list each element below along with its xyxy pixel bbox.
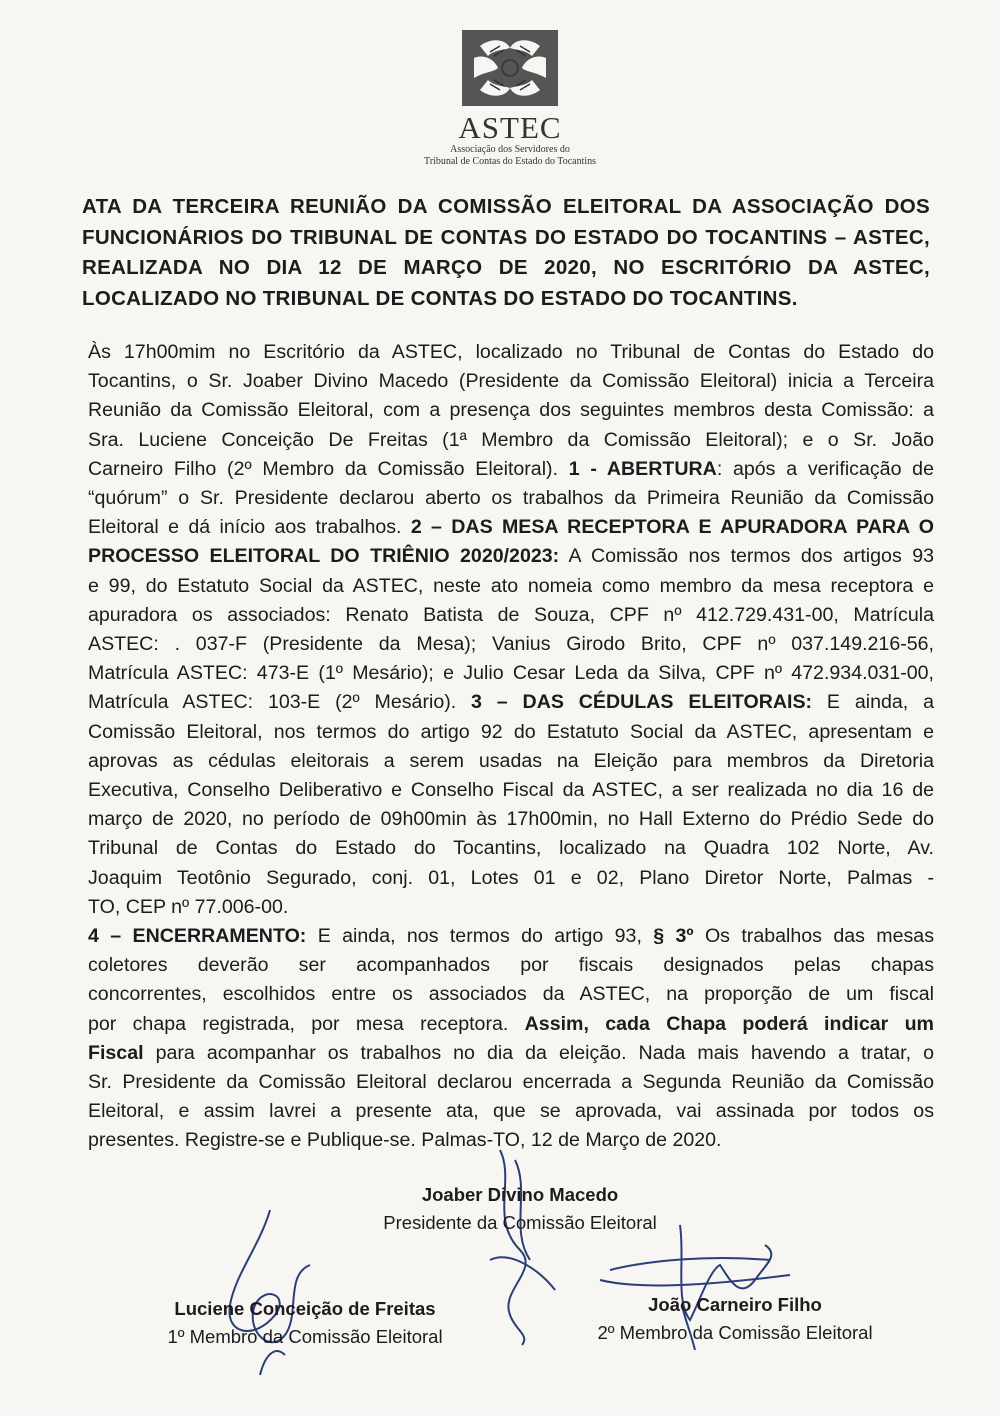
text-segment: por chapa registrada, por mesa receptora. bbox=[88, 1012, 525, 1035]
body-line: apuradora os associados: Renato Batista de Souza, CPF nº 412.729.431-00, Matrícula bbox=[88, 603, 934, 626]
signature-role: 2º Membro da Comissão Eleitoral bbox=[597, 1322, 873, 1343]
logo-name: ASTEC bbox=[458, 110, 562, 145]
body-line: Comissão Eleitoral, nos termos do artigo 92 do Estatuto Social da ASTEC, apresentam e bbox=[88, 720, 934, 743]
bold-segment: PROCESSO ELEITORAL DO TRIÊNIO 2020/2023: bbox=[88, 545, 560, 568]
body-line bbox=[88, 513, 934, 542]
signature-second-member bbox=[560, 1291, 910, 1347]
body-line: Matrícula ASTEC: 473-E (1º Mesário); e Julio Cesar Leda da Silva, CPF nº 472.934.031-00, bbox=[88, 662, 934, 685]
body-line: Executiva, Conselho Deliberativo e Conselho Fiscal da ASTEC, a ser realizada no dia 16 de bbox=[88, 779, 934, 802]
text-segment: A Comissão nos termos dos artigos 93 bbox=[559, 545, 934, 568]
body-line: presentes. Registre-se e Publique-se. Palmas-TO, 12 de Março de 2020. bbox=[88, 1129, 722, 1152]
body-line: Eleitoral, e assim lavrei a presente ata, que se aprovada, vai assinada por todos os bbox=[88, 1100, 934, 1123]
body-line: concorrentes, escolhidos entre os associados da ASTEC, na proporção de um fiscal bbox=[88, 983, 934, 1006]
body-line: ASTEC: . 037-F (Presidente da Mesa); Vanius Girodo Brito, CPF nº 037.149.216-56, bbox=[88, 633, 934, 656]
body-line: “quórum” o Sr. Presidente declarou aberto os trabalhos da Primeira Reunião da Comissão bbox=[88, 487, 934, 510]
body-line bbox=[88, 1039, 934, 1068]
signature-name: João Carneiro Filho bbox=[648, 1294, 822, 1315]
text-segment: Matrícula ASTEC: 103-E (2º Mesário). bbox=[88, 691, 472, 714]
bold-segment: 2 – DAS MESA RECEPTORA E APURADORA PARA O bbox=[410, 516, 934, 539]
signature-name: Luciene Conceição de Freitas bbox=[174, 1298, 436, 1319]
bold-segment: 4 – ENCERRAMENTO: bbox=[88, 925, 307, 948]
hands-emblem-icon bbox=[460, 28, 560, 108]
bold-segment: 1 - ABERTURA bbox=[568, 457, 717, 480]
body-line bbox=[88, 455, 934, 484]
signature-name: Joaber Divino Macedo bbox=[421, 1184, 619, 1205]
text-segment: Os trabalhos das mesas bbox=[693, 925, 934, 948]
body-line: e 99, do Estatuto Social da ASTEC, neste ato nomeia como membro da mesa receptora e bbox=[88, 574, 934, 597]
document-body bbox=[88, 338, 934, 1156]
logo-subtitle-2: Tribunal de Contas do Estado do Tocantins bbox=[423, 156, 597, 167]
bold-segment: Assim, cada Chapa poderá indicar um bbox=[524, 1012, 934, 1035]
body-line: aprovas as cédulas eleitorais a serem usadas na Eleição para membros da Diretoria bbox=[88, 749, 934, 772]
body-line: Às 17h00mim no Escritório da ASTEC, localizado no Tribunal de Contas do Estado do bbox=[88, 341, 934, 363]
title-line: FUNCIONÁRIOS DO TRIBUNAL DE CONTAS DO ESTADO DO TOCANTINS – ASTEC, bbox=[82, 225, 930, 249]
logo-subtitle-1: Associação dos Servidores do bbox=[450, 144, 570, 155]
text-segment: : após a verificação de bbox=[716, 457, 934, 480]
body-line: Tribunal de Contas do Estado do Tocantins, localizado na Quadra 102 Norte, Av. bbox=[88, 837, 934, 860]
body-line: TO, CEP nº 77.006-00. bbox=[88, 895, 289, 918]
body-line: coletores deverão ser acompanhados por fiscais designados pelas chapas bbox=[88, 954, 934, 977]
body-line bbox=[88, 1010, 934, 1039]
body-line: Reunião da Comissão Eleitoral, com a presença dos seguintes membros desta Comissão: a bbox=[88, 399, 934, 422]
title-line: REALIZADA NO DIA 12 DE MARÇO DE 2020, NO ESCRITÓRIO DA ASTEC, bbox=[82, 256, 930, 279]
bold-segment: 3 – DAS CÉDULAS ELEITORAIS: bbox=[471, 691, 813, 714]
document-title bbox=[82, 192, 930, 314]
signature-president bbox=[340, 1181, 700, 1237]
text-segment: Eleitoral e dá início aos trabalhos. bbox=[88, 516, 411, 539]
body-line: Tocantins, o Sr. Joaber Divino Macedo (Presidente da Comissão Eleitoral) inicia a Terceira bbox=[88, 370, 934, 393]
body-line bbox=[88, 922, 934, 951]
text-segment: Carneiro Filho (2º Membro da Comissão Eleitoral). bbox=[88, 457, 569, 480]
body-line: Sra. Luciene Conceição De Freitas (1ª Membro da Comissão Eleitoral); e o Sr. João bbox=[88, 428, 934, 451]
body-line: março de 2020, no período de 09h00min às 17h00min, no Hall Externo do Prédio Sede do bbox=[88, 808, 934, 831]
body-line bbox=[88, 542, 934, 571]
signature-role: Presidente da Comissão Eleitoral bbox=[383, 1212, 657, 1233]
body-line bbox=[88, 688, 934, 717]
body-line: Sr. Presidente da Comissão Eleitoral declarou encerrada a Segunda Reunião da Comissão bbox=[88, 1071, 934, 1094]
astec-logo bbox=[395, 28, 625, 168]
bold-segment: Fiscal bbox=[88, 1041, 144, 1064]
title-line: LOCALIZADO NO TRIBUNAL DE CONTAS DO ESTADO DO TOCANTINS. bbox=[82, 286, 798, 310]
title-line: ATA DA TERCEIRA REUNIÃO DA COMISSÃO ELEITORAL DA ASSOCIAÇÃO DOS bbox=[82, 195, 930, 218]
body-line: Joaquim Teotônio Segurado, conj. 01, Lotes 01 e 02, Plano Diretor Norte, Palmas - bbox=[88, 866, 934, 889]
bold-segment: § 3º bbox=[653, 925, 694, 948]
signature-role: 1º Membro da Comissão Eleitoral bbox=[167, 1326, 443, 1347]
text-segment: E ainda, a bbox=[812, 691, 934, 714]
text-segment: E ainda, nos termos do artigo 93, bbox=[306, 925, 654, 948]
signature-first-member bbox=[120, 1295, 490, 1351]
text-segment: para acompanhar os trabalhos no dia da eleição. Nada mais havendo a tratar, o bbox=[143, 1041, 934, 1064]
